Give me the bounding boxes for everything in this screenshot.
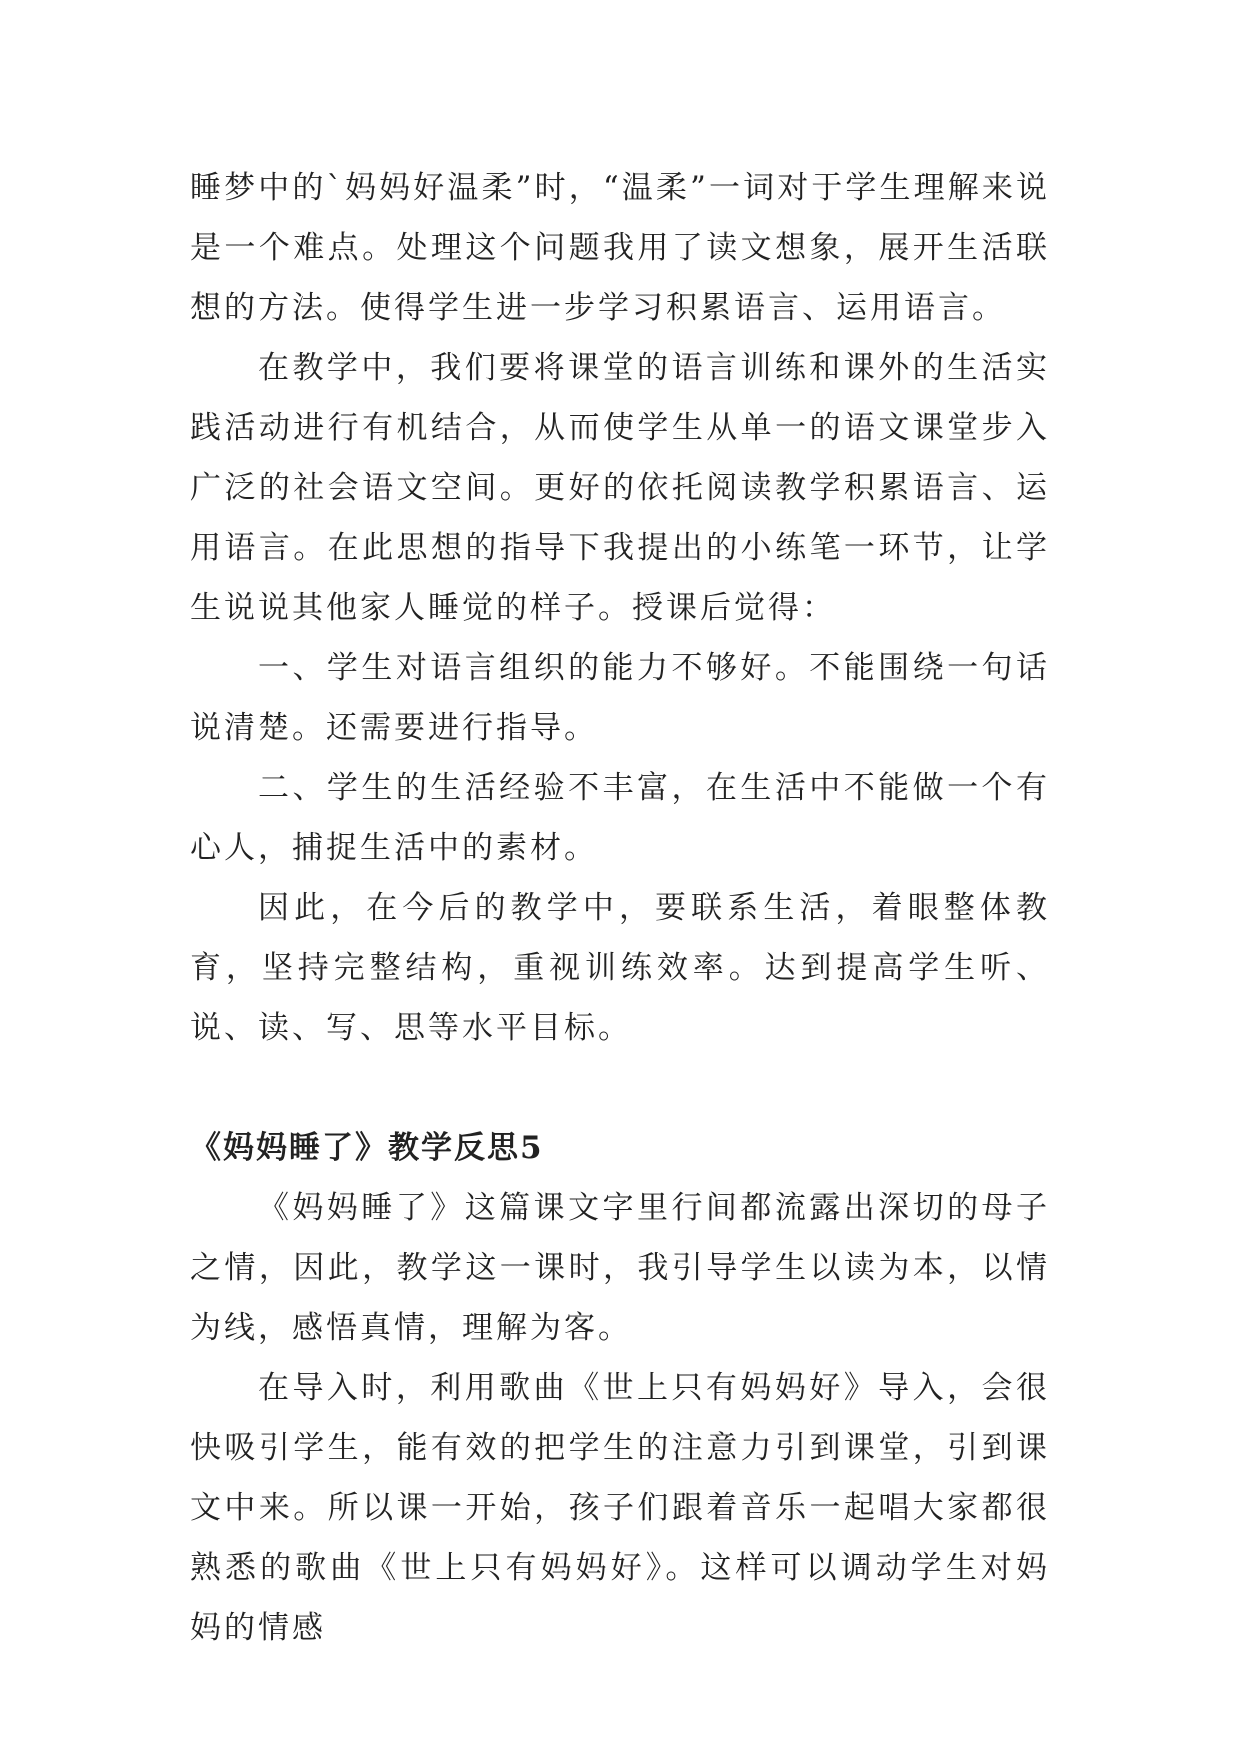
paragraph: 在导入时，利用歌曲《世上只有妈妈好》导入，会很快吸引学生，能有效的把学生的注意力引到课堂，引到课文中来。所以课一开始，孩子们跟着音乐一起唱大家都很熟悉的歌曲《世上只有妈妈好》。这样可以调动学生对妈妈的情感 (190, 1370, 1050, 1646)
paragraph: 在教学中，我们要将课堂的语言训练和课外的生活实践活动进行有机结合，从而使学生从单一的语文课堂步入广泛的社会语文空间。更好的依托阅读教学积累语言、运用语言。在此思想的指导下我提出的小练笔一环节，让学生说说其他家人睡觉的样子。授课后觉得： (190, 350, 1050, 626)
paragraph: 一、学生对语言组织的能力不够好。不能围绕一句话说清楚。还需要进行指导。 (190, 650, 1050, 746)
paragraph: 《妈妈睡了》这篇课文字里行间都流露出深切的母子之情，因此，教学这一课时，我引导学生以读为本，以情为线，感悟真情，理解为客。 (190, 1190, 1050, 1346)
paragraph: 睡梦中的`妈妈好温柔”时，“温柔”一词对于学生理解来说是一个难点。处理这个问题我用了读文想象，展开生活联想的方法。使得学生进一步学习积累语言、运用语言。 (190, 170, 1050, 326)
document-page (190, 158, 1050, 1658)
paragraph: 二、学生的生活经验不丰富，在生活中不能做一个有心人，捕捉生活中的素材。 (190, 770, 1050, 866)
section-title: 《妈妈睡了》教学反思5 (190, 1130, 544, 1166)
paragraph: 因此，在今后的教学中，要联系生活，着眼整体教育，坚持完整结构，重视训练效率。达到提高学生听、说、读、写、思等水平目标。 (190, 890, 1050, 1046)
